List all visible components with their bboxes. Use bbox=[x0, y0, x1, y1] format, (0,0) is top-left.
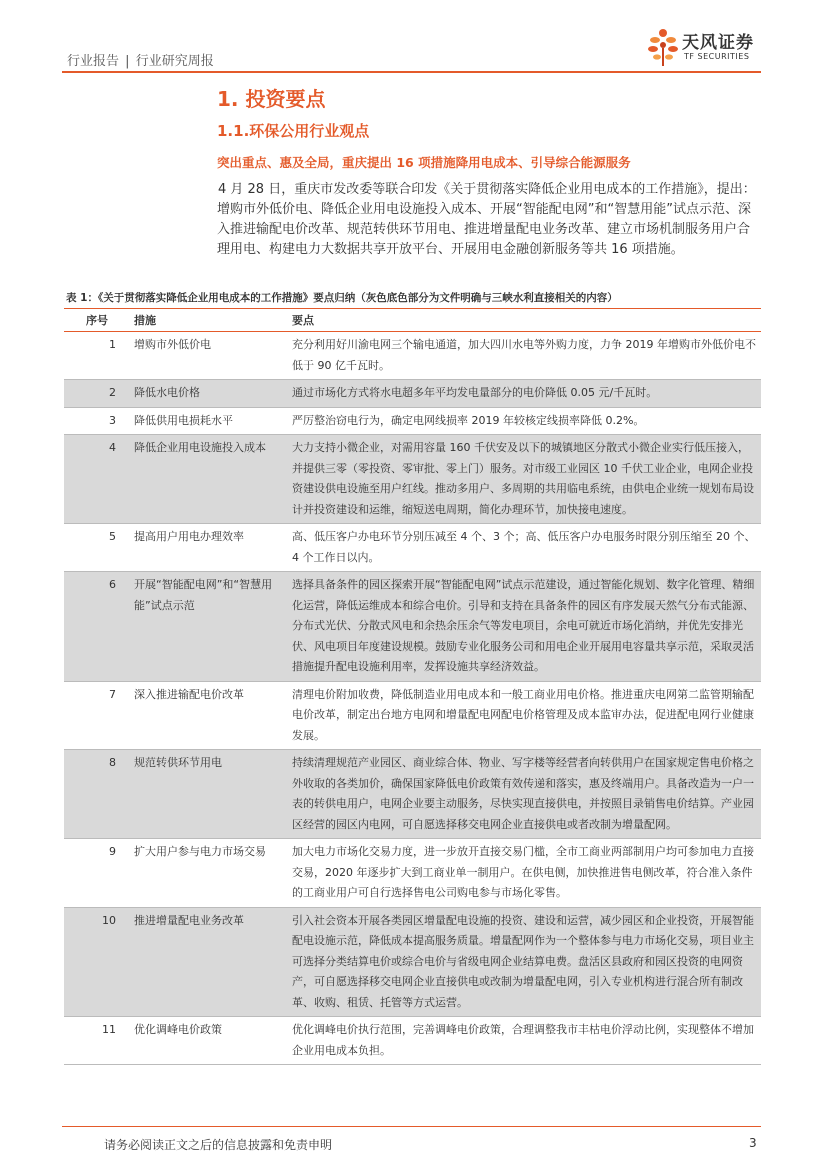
page-number: 3 bbox=[749, 1136, 757, 1150]
row-num: 6 bbox=[64, 572, 130, 682]
row-measure: 开展“智能配电网”和“智慧用能”试点示范 bbox=[130, 572, 288, 682]
row-num: 1 bbox=[64, 332, 130, 380]
row-num: 9 bbox=[64, 839, 130, 908]
row-measure: 降低水电价格 bbox=[130, 380, 288, 408]
header-divider bbox=[62, 71, 761, 73]
header-separator: | bbox=[125, 54, 130, 69]
brand-flower-icon bbox=[646, 26, 680, 68]
row-point: 引入社会资本开展各类园区增量配电设施的投资、建设和运营，减少园区和企业投资，开展智能配电设施示范，降低成本提高服务质量。增量配网作为一个整体参与电力市场化交易，项目业主可选择分类结算电价或综合电价与省级电网企业结算电费。盘活区县政府和园区投资的电网资产，可自愿选择移交电网企业直接供电或改制为增量配电网，引入专业机构进行混合所有制改革、收购、租赁、托管等方式运营。 bbox=[288, 907, 761, 1017]
row-measure: 深入推进输配电价改革 bbox=[130, 681, 288, 750]
row-num: 3 bbox=[64, 407, 130, 435]
row-point: 充分利用好川渝电网三个输电通道，加大四川水电等外购力度，力争 2019 年增购市外低价电不低于 90 亿千瓦时。 bbox=[288, 332, 761, 380]
row-point: 严厉整治窃电行为，确定电网线损率 2019 年较核定线损率降低 0.2%。 bbox=[288, 407, 761, 435]
row-point: 清理电价附加收费，降低制造业用电成本和一般工商业用电价格。推进重庆电网第二监管期输配电价改革，制定出台地方电网和增量配电网配电价格管理及成本监审办法，促进配电网行业健康发展。 bbox=[288, 681, 761, 750]
footer-disclaimer: 请务必阅读正文之后的信息披露和免责申明 bbox=[104, 1138, 333, 1152]
row-point: 加大电力市场化交易力度，进一步放开直接交易门槛，全市工商业两部制用户均可参加电力直接交易，2020 年逐步扩大到工商业单一制用户。在供电侧，加快推进售电侧改革，符合准入条件的工商业用户可自行选择售电公司购电参与市场化零售。 bbox=[288, 839, 761, 908]
row-measure: 提高用户用电办理效率 bbox=[130, 524, 288, 572]
table-row bbox=[64, 907, 761, 1017]
row-measure: 增购市外低价电 bbox=[130, 332, 288, 380]
report-subcategory: 行业研究周报 bbox=[135, 54, 214, 69]
row-point: 选择具备条件的园区探索开展“智能配电网”试点示范建设，通过智能化规划、数字化管理、精细化运营，降低运维成本和综合电价。引导和支持在具备条件的园区有序发展天然气分布式能源、分布式光伏、分散式风电和余热余压余气等发电项目，余电可就近市场化消纳，并优先安排光伏、风电项目年度建设规模。鼓励专业化服务公司和用电企业开展用电容量共享示范，采取灵活措施提升配电设施利用率，发挥设施共享经济效益。 bbox=[288, 572, 761, 682]
row-num: 10 bbox=[64, 907, 130, 1017]
brand-name-en: TF SECURITIES bbox=[684, 52, 750, 61]
table-row bbox=[64, 332, 761, 380]
table-header-row bbox=[64, 309, 761, 332]
row-num: 4 bbox=[64, 435, 130, 524]
table-row bbox=[64, 1017, 761, 1065]
table-row bbox=[64, 681, 761, 750]
row-measure: 规范转供环节用电 bbox=[130, 750, 288, 839]
row-point: 大力支持小微企业，对需用容量 160 千伏安及以下的城镇地区分散式小微企业实行低压接入，并提供三零（零投资、零审批、零上门）服务。对市级工业园区 10 千伏工业企业，电网企业投资建设供电设施至用户红线。推动多用户、多周期的共用临电系统，由供电企业统一规划布局设计并投资建设和运维，缩短送电周期，简化办理环节，加快接电速度。 bbox=[288, 435, 761, 524]
topic-title: 突出重点、惠及全局，重庆提出 16 项措施降用电成本、引导综合能源服务 bbox=[217, 155, 631, 170]
row-num: 11 bbox=[64, 1017, 130, 1065]
brand-name: 天风证券 bbox=[682, 33, 754, 53]
section-title: 1. 投资要点 bbox=[217, 87, 326, 111]
header-measure: 措施 bbox=[130, 309, 288, 332]
report-category: 行业报告 bbox=[67, 54, 120, 69]
body-paragraph: 4 月 28 日，重庆市发改委等联合印发《关于贯彻落实降低企业用电成本的工作措施》，提出：增购市外低价电、降低企业用电设施投入成本、开展“智能配电网”和“智慧用能”试点示范、深入推进输配电价改革、规范转供环节用电、推进增量配电业务改革、建立市场机制服务用户合理用电、构建电力大数据共享开放平台、开展用电金融创新服务等共 16 项措施。 bbox=[217, 182, 756, 257]
header-num: 序号 bbox=[64, 309, 130, 332]
table-row bbox=[64, 839, 761, 908]
row-measure: 优化调峰电价政策 bbox=[130, 1017, 288, 1065]
row-point: 优化调峰电价执行范围，完善调峰电价政策，合理调整我市丰枯电价浮动比例，实现整体不增加企业用电成本负担。 bbox=[288, 1017, 761, 1065]
header-point: 要点 bbox=[288, 309, 761, 332]
table-caption: 表 1：《关于贯彻落实降低企业用电成本的工作措施》要点归纳（灰色底色部分为文件明确与三峡水利直接相关的内容） bbox=[66, 292, 618, 304]
row-measure: 降低供用电损耗水平 bbox=[130, 407, 288, 435]
table-row bbox=[64, 750, 761, 839]
row-measure: 扩大用户参与电力市场交易 bbox=[130, 839, 288, 908]
report-header bbox=[66, 50, 215, 69]
row-num: 5 bbox=[64, 524, 130, 572]
measures-table bbox=[64, 308, 761, 1065]
footer-divider bbox=[62, 1126, 761, 1127]
row-point: 通过市场化方式将水电超多年平均发电量部分的电价降低 0.05 元/千瓦时。 bbox=[288, 380, 761, 408]
row-num: 7 bbox=[64, 681, 130, 750]
row-measure: 推进增量配电业务改革 bbox=[130, 907, 288, 1017]
brand-logo bbox=[646, 26, 756, 68]
row-point: 高、低压客户办电环节分别压减至 4 个、3 个；高、低压客户办电服务时限分别压缩至 20 个、4 个工作日以内。 bbox=[288, 524, 761, 572]
row-measure: 降低企业用电设施投入成本 bbox=[130, 435, 288, 524]
row-point: 持续清理规范产业园区、商业综合体、物业、写字楼等经营者向转供用户在国家规定售电价格之外收取的各类加价，确保国家降低电价政策有效传递和落实，惠及终端用户。具备改造为一户一表的转供电用户，电网企业要主动服务，尽快实现直接供电，并按照目录销售电价结算。产业园区经营的园区内电网，可自愿选择移交电网企业直接供电或者改制为增量配网。 bbox=[288, 750, 761, 839]
row-num: 8 bbox=[64, 750, 130, 839]
table-row bbox=[64, 435, 761, 524]
table-row bbox=[64, 524, 761, 572]
table-row bbox=[64, 407, 761, 435]
table-row bbox=[64, 572, 761, 682]
row-num: 2 bbox=[64, 380, 130, 408]
subsection-title: 1.1.环保公用行业观点 bbox=[217, 122, 370, 140]
table-row bbox=[64, 380, 761, 408]
